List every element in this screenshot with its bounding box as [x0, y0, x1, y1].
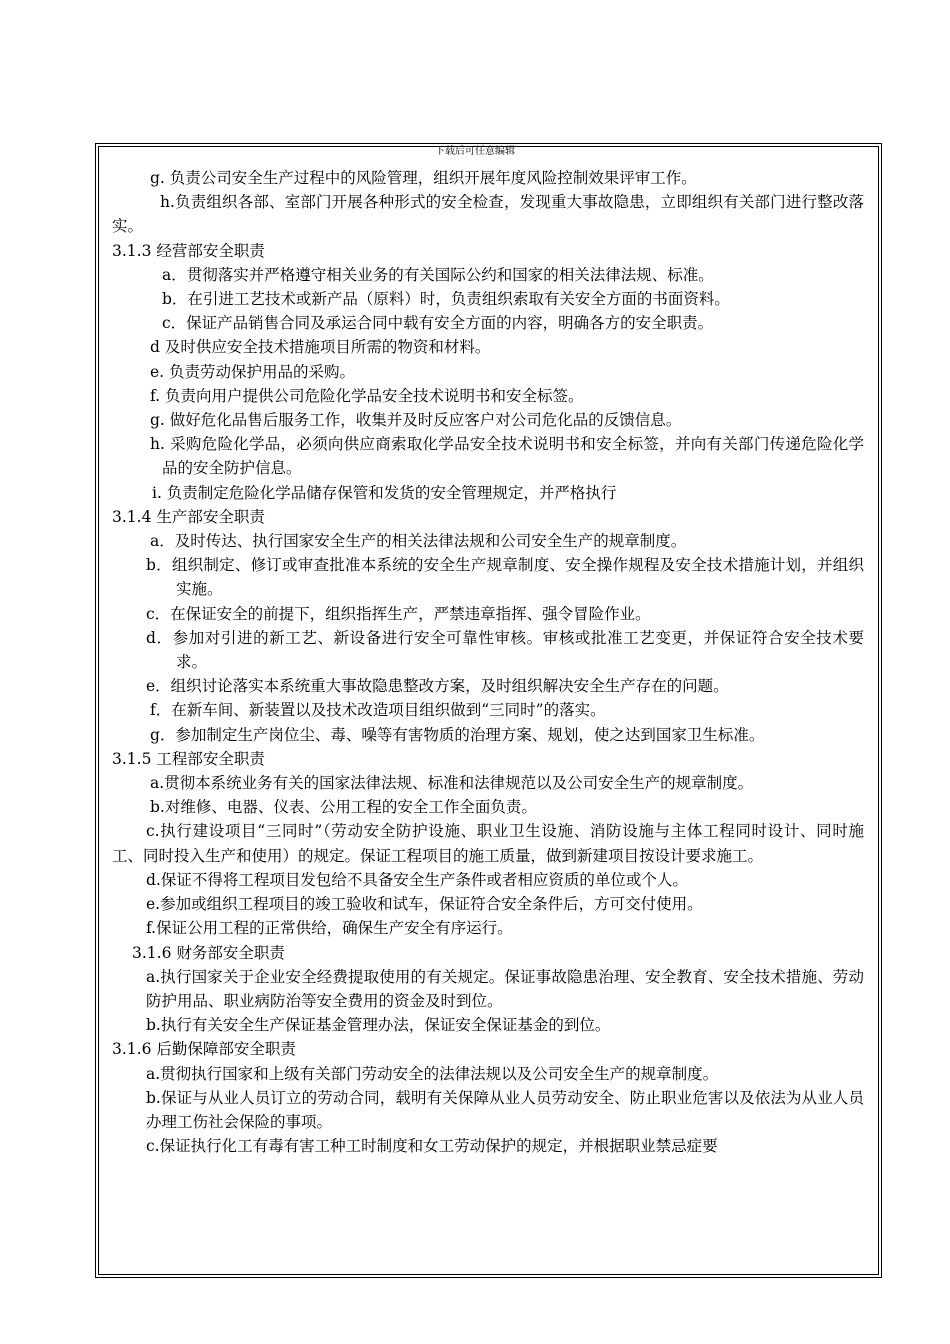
paragraph-line: a．贯彻落实并严格遵守相关业务的有关国际公约和国家的相关法律法规、标准。	[162, 265, 714, 284]
paragraph-line: h. 采购危险化学品，必须向供应商索取化学品安全技术说明书和安全标签，并向有关部门传递危险化学品的安全防护信息。	[150, 435, 864, 478]
paragraph-line: h.负责组织各部、室部门开展各种形式的安全检查，发现重大事故隐患，立即组织有关部门进行整改落实。	[112, 193, 864, 236]
paragraph-line: a.贯彻本系统业务有关的国家法律法规、标准和法律规范以及公司安全生产的规章制度。	[150, 774, 754, 793]
paragraph-line: e. 负责劳动保护用品的采购。	[150, 362, 356, 381]
paragraph-line: i. 负责制定危险化学品储存保管和发货的安全管理规定，并严格执行	[152, 483, 617, 502]
paragraph-line: d 及时供应安全技术措施项目所需的物资和材料。	[150, 338, 491, 357]
paragraph-line: f.保证公用工程的正常供给，确保生产安全有序运行。	[146, 919, 513, 938]
paragraph-line: g．参加制定生产岗位尘、毒、噪等有害物质的治理方案、规划，使之达到国家卫生标准。	[150, 725, 765, 744]
paragraph-line: g. 做好危化品售后服务工作，收集并及时反应客户对公司危化品的反馈信息。	[150, 411, 682, 430]
paragraph-line: b．在引进工艺技术或新产品（原料）时，负责组织索取有关安全方面的书面资料。	[162, 290, 730, 309]
paragraph-line: 3.1.6 后勤保障部安全职责	[112, 1040, 296, 1059]
paragraph-line: 3.1.6 财务部安全职责	[132, 943, 285, 962]
paragraph-line: b.对维修、电器、仪表、公用工程的安全工作全面负责。	[150, 798, 537, 817]
paragraph-line: 3.1.3 经营部安全职责	[112, 241, 265, 260]
paragraph-line: a．及时传达、执行国家安全生产的相关法律法规和公司安全生产的规章制度。	[150, 532, 687, 551]
paragraph-line: b.保证与从业人员订立的劳动合同，载明有关保障从业人员劳动安全、防止职业危害以及依法为从业人员办理工伤社会保险的事项。	[146, 1088, 864, 1131]
paragraph-line: c．保证产品销售合同及承运合同中载有安全方面的内容，明确各方的安全职责。	[162, 314, 714, 333]
paragraph-line: 3.1.4 生产部安全职责	[112, 507, 265, 526]
paragraph-line: c.保证执行化工有毒有害工种工时制度和女工劳动保护的规定，并根据职业禁忌症要	[146, 1137, 718, 1156]
paragraph-line: 3.1.5 工程部安全职责	[112, 749, 265, 768]
paragraph-line: e.参加或组织工程项目的竣工验收和试车，保证符合安全条件后，方可交付使用。	[146, 895, 703, 914]
paragraph-line: g. 负责公司安全生产过程中的风险管理，组织开展年度风险控制效果评审工作。	[150, 169, 697, 187]
paragraph-line: b．组织制定、修订或审查批准本系统的安全生产规章制度、安全操作规程及安全技术措施计划，并组织实施。	[146, 556, 864, 599]
document-body	[112, 166, 864, 1158]
paragraph-line: b.执行有关安全生产保证基金管理办法，保证安全保证基金的到位。	[146, 1016, 611, 1035]
paragraph-line: a.贯彻执行国家和上级有关部门劳动安全的法律法规以及公司安全生产的规章制度。	[146, 1064, 719, 1083]
paragraph-line: a.执行国家关于企业安全经费提取使用的有关规定。保证事故隐患治理、安全教育、安全技术措施、劳动防护用品、职业病防治等安全费用的资金及时到位。	[146, 967, 864, 1010]
paragraph-line: e．组织讨论落实本系统重大事故隐患整改方案，及时组织解决安全生产存在的问题。	[146, 677, 729, 696]
paragraph-line: f. 负责向用户提供公司危险化学品安全技术说明书和安全标签。	[150, 386, 584, 405]
paragraph-line: c．在保证安全的前提下，组织指挥生产，严禁违章指挥、强令冒险作业。	[146, 604, 651, 623]
paragraph-line: d．参加对引进的新工艺、新设备进行安全可靠性审核。审核或批准工艺变更，并保证符合安全技术要求。	[146, 628, 864, 672]
paragraph-line: d.保证不得将工程项目发包给不具备安全生产条件或者相应资质的单位或个人。	[146, 870, 688, 889]
paragraph-line: f．在新车间、新装置以及技术改造项目组织做到“三同时”的落实。	[150, 701, 606, 720]
paragraph-line: c.执行建设项目“三同时”（劳动安全防护设施、职业卫生设施、消防设施与主体工程同时设计、同时施工、同时投入生产和使用）的规定。保证工程项目的施工质量，做到新建项目按设计要求施工。	[112, 822, 864, 865]
header-note: 下载后可任意编辑	[435, 146, 515, 157]
